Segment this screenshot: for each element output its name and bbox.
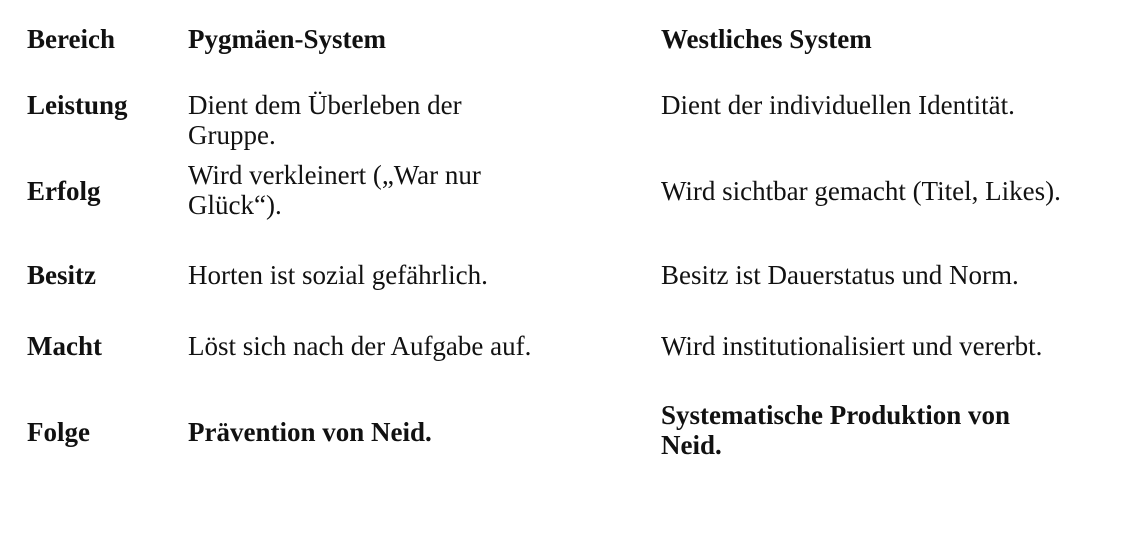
row-western-cell: Systematische Produktion von Neid. <box>661 400 1011 460</box>
row-pygmy-cell: Horten ist sozial gefährlich. <box>188 260 488 290</box>
row-western-cell: Dient der individuellen Identität. <box>661 90 1015 120</box>
header-western-system: Westliches System <box>661 24 872 54</box>
row-western-cell: Wird sichtbar gemacht (Titel, Likes). <box>661 176 1061 206</box>
row-area: Macht <box>27 331 102 361</box>
row-western-cell: Besitz ist Dauerstatus und Norm. <box>661 260 1019 290</box>
row-area: Erfolg <box>27 176 101 206</box>
row-pygmy-cell: Prävention von Neid. <box>188 417 432 447</box>
row-area: Besitz <box>27 260 96 290</box>
header-area: Bereich <box>27 24 115 54</box>
row-western-cell: Wird institutionalisiert und vererbt. <box>661 331 1043 361</box>
row-area: Leistung <box>27 90 128 120</box>
row-pygmy-cell: Dient dem Überleben der Gruppe. <box>188 90 462 150</box>
row-pygmy-cell: Löst sich nach der Aufgabe auf. <box>188 331 532 361</box>
row-pygmy-cell: Wird verkleinert („War nur Glück“). <box>188 160 481 220</box>
row-area: Folge <box>27 417 90 447</box>
header-pygmy-system: Pygmäen-System <box>188 24 386 54</box>
